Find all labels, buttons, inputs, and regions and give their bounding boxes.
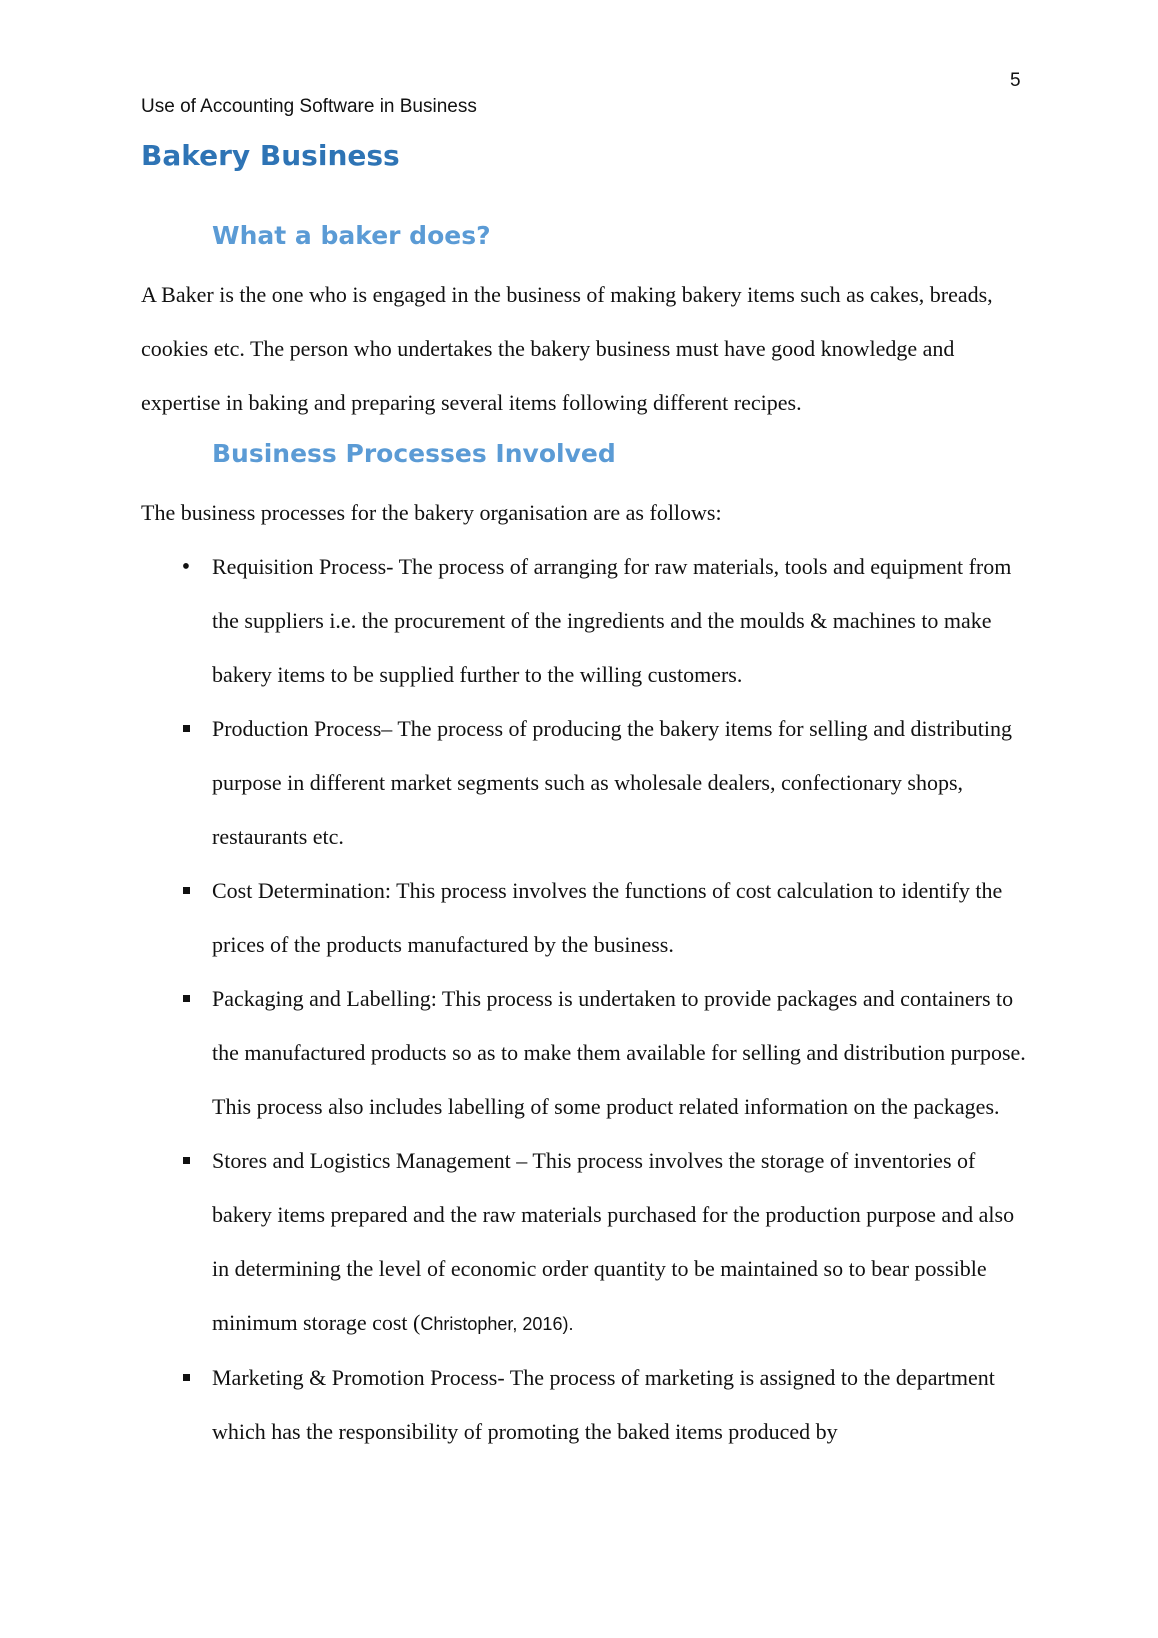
paragraph-processes-intro: The business processes for the bakery organisation are as follows: xyxy=(141,500,722,525)
list-item xyxy=(141,864,1026,972)
bullet-square-icon xyxy=(176,702,196,756)
list-item-text: Stores and Logistics Management – This process involves the storage of inventories of bakery items prepared and the raw materials purchased for the production purpose and also in determining the level of economic order quantity to be maintained so to bear possible minimum storage cost ( xyxy=(212,1148,1015,1335)
section-heading-baker: What a baker does? xyxy=(212,221,491,250)
list-item-text: Production Process– The process of producing the bakery items for selling and distributing purpose in different market segments such as wholesale dealers, confectionary shops, restaurants etc. xyxy=(212,716,1013,849)
bullet-dot-icon xyxy=(176,540,196,594)
bullet-square-icon xyxy=(176,1351,196,1405)
list-item xyxy=(141,972,1026,1134)
running-head: Use of Accounting Software in Business xyxy=(141,96,477,117)
page-title: Bakery Business xyxy=(141,139,400,172)
list-item-text: Requisition Process- The process of arranging for raw materials, tools and equipment from the suppliers i.e. the procurement of the ingredients and the moulds & machines to make bakery items to be supplied further to the willing customers. xyxy=(212,554,1012,687)
list-item xyxy=(141,1351,1026,1459)
bullet-square-icon xyxy=(176,972,196,1026)
list-item xyxy=(141,540,1026,702)
list-item-text: Packaging and Labelling: This process is undertaken to provide packages and containers to the manufactured products so as to make them available for selling and distribution purpose. This process also includes labelling of some product related information on the packages. xyxy=(212,986,1026,1119)
citation-suffix: ). xyxy=(562,1314,574,1334)
page-number: 5 xyxy=(1010,70,1021,91)
citation: Christopher, 2016 xyxy=(420,1314,563,1334)
section-heading-processes: Business Processes Involved xyxy=(212,439,616,468)
list-item-text: Cost Determination: This process involves the functions of cost calculation to identify the prices of the products manufactured by the business. xyxy=(212,878,1003,957)
bullet-square-icon xyxy=(176,864,196,918)
document-body xyxy=(141,136,1026,1459)
bullet-square-icon xyxy=(176,1134,196,1188)
list-item xyxy=(141,702,1026,864)
list-item xyxy=(141,1134,1026,1351)
paragraph-baker: A Baker is the one who is engaged in the business of making bakery items such as cakes, breads, cookies etc. The person who undertakes the bakery business must have good knowledge and expertise in baking and preparing several items following different recipes. xyxy=(141,282,993,415)
process-list xyxy=(141,540,1026,1459)
list-item-text: Marketing & Promotion Process- The process of marketing is assigned to the department which has the responsibility of promoting the baked items produced by xyxy=(212,1365,995,1444)
